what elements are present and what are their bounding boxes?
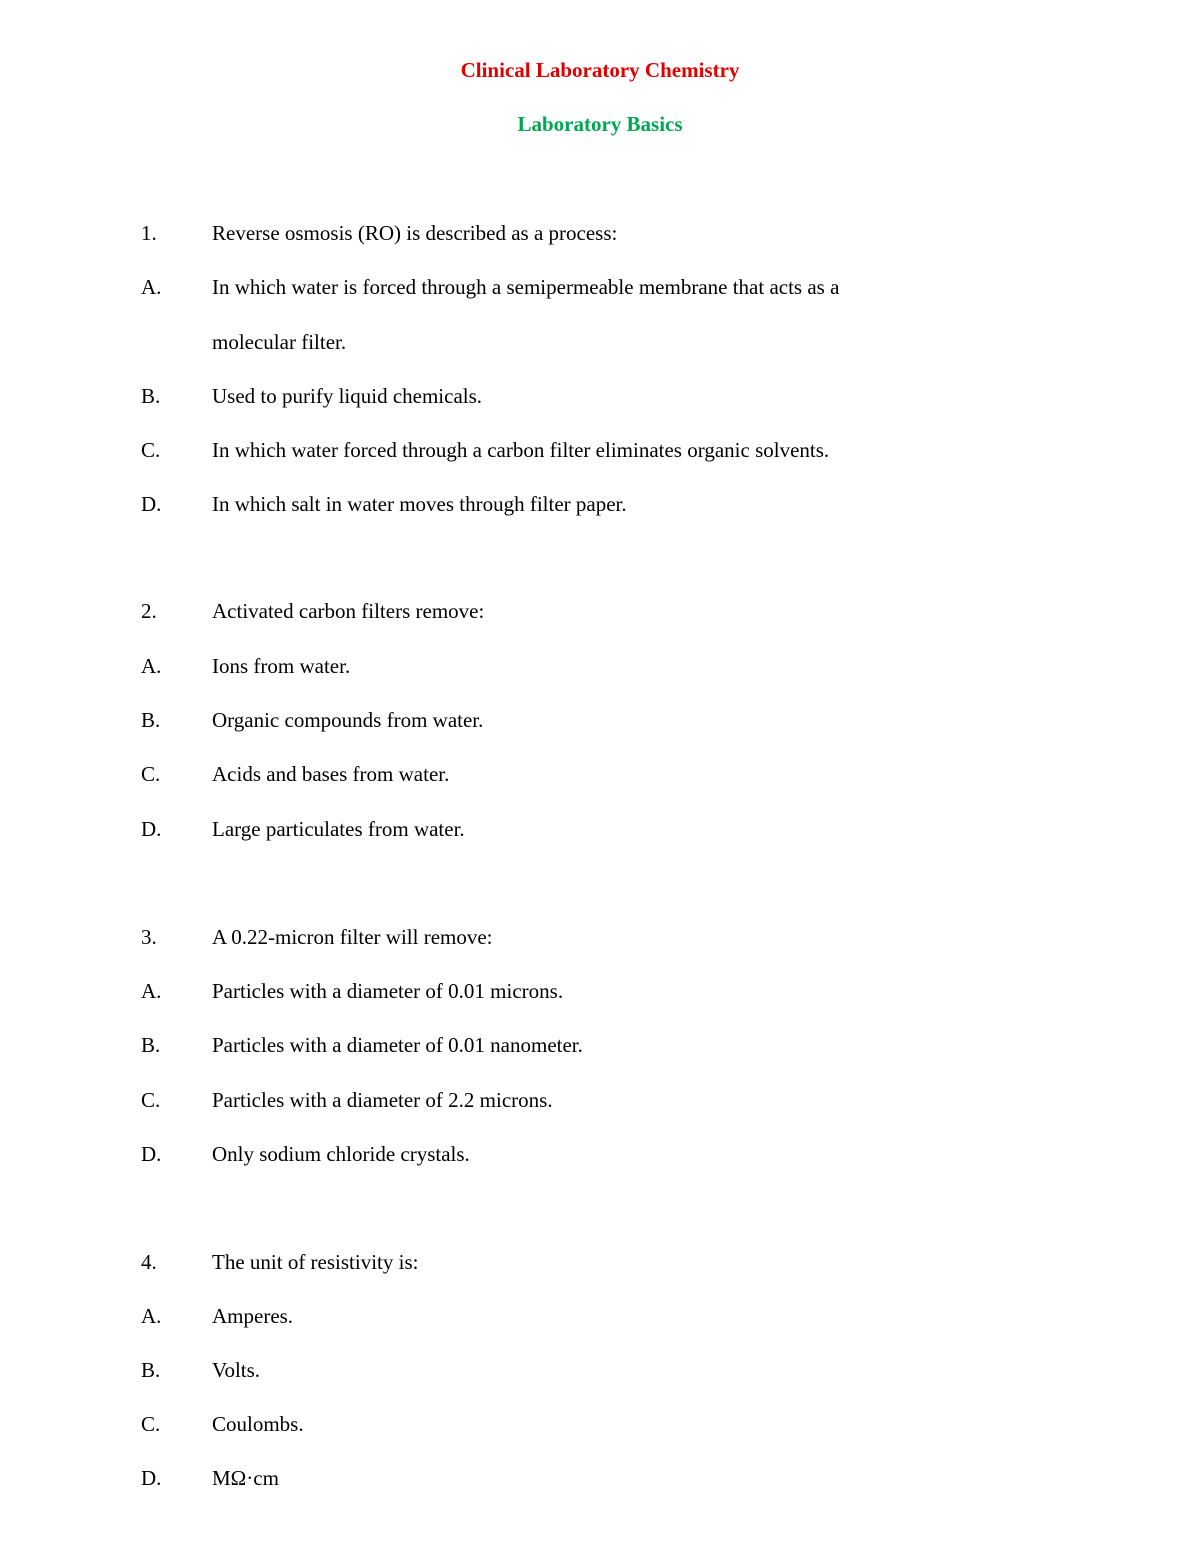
option-label: A.	[141, 1304, 162, 1328]
option-label: D.	[141, 1142, 162, 1166]
option-text: In which water is forced through a semipermeable membrane that acts as a	[212, 275, 840, 299]
question-3-option-b	[0, 1030, 1200, 1060]
question-number: 3.	[141, 925, 157, 949]
option-text: Coulombs.	[212, 1412, 304, 1436]
option-label: D.	[141, 817, 162, 841]
option-label: A.	[141, 979, 162, 1003]
question-4-option-b	[0, 1355, 1200, 1385]
question-4-option-d	[0, 1463, 1200, 1493]
question-stem: The unit of resistivity is:	[212, 1250, 419, 1274]
question-2-option-b	[0, 705, 1200, 735]
question-3	[0, 922, 1200, 952]
question-number: 1.	[141, 221, 157, 245]
question-4	[0, 1247, 1200, 1277]
question-1-option-b	[0, 381, 1200, 411]
option-label: B.	[141, 1033, 161, 1057]
question-stem: Reverse osmosis (RO) is described as a process:	[212, 221, 618, 245]
question-1-option-a-continuation	[0, 327, 1200, 357]
question-2-option-c	[0, 759, 1200, 789]
option-text: MΩ·cm	[212, 1466, 279, 1490]
option-text: Volts.	[212, 1358, 261, 1382]
question-stem: A 0.22-micron filter will remove:	[212, 925, 493, 949]
option-label: A.	[141, 654, 162, 678]
question-2-option-a	[0, 651, 1200, 681]
question-4-option-a	[0, 1301, 1200, 1331]
option-label: C.	[141, 438, 161, 462]
option-text: In which water forced through a carbon filter eliminates organic solvents.	[212, 438, 830, 462]
question-1-option-a	[0, 272, 1200, 302]
option-text: Acids and bases from water.	[212, 762, 450, 786]
option-text-continuation: molecular filter.	[212, 330, 347, 354]
question-3-option-c	[0, 1085, 1200, 1115]
question-3-option-a	[0, 976, 1200, 1006]
option-label: C.	[141, 1412, 161, 1436]
option-label: B.	[141, 708, 161, 732]
question-2	[0, 596, 1200, 626]
question-number: 2.	[141, 599, 157, 623]
option-text: Particles with a diameter of 0.01 microns.	[212, 979, 564, 1003]
question-number: 4.	[141, 1250, 157, 1274]
option-text: Organic compounds from water.	[212, 708, 484, 732]
option-label: C.	[141, 1088, 161, 1112]
question-3-option-d	[0, 1139, 1200, 1169]
document-subtitle: Laboratory Basics	[517, 112, 683, 136]
option-label: B.	[141, 384, 161, 408]
option-text: Ions from water.	[212, 654, 351, 678]
question-1	[0, 218, 1200, 248]
option-label: D.	[141, 1466, 162, 1490]
option-label: B.	[141, 1358, 161, 1382]
question-4-option-c	[0, 1409, 1200, 1439]
option-text: Amperes.	[212, 1304, 294, 1328]
question-2-option-d	[0, 814, 1200, 844]
question-1-option-c	[0, 435, 1200, 465]
option-text: Used to purify liquid chemicals.	[212, 384, 483, 408]
option-text: Particles with a diameter of 0.01 nanometer.	[212, 1033, 583, 1057]
option-text: In which salt in water moves through filter paper.	[212, 492, 627, 516]
option-text: Particles with a diameter of 2.2 microns.	[212, 1088, 553, 1112]
option-text: Large particulates from water.	[212, 817, 465, 841]
option-text: Only sodium chloride crystals.	[212, 1142, 470, 1166]
option-label: A.	[141, 275, 162, 299]
option-label: C.	[141, 762, 161, 786]
question-1-option-d	[0, 489, 1200, 519]
option-label: D.	[141, 492, 162, 516]
document-title: Clinical Laboratory Chemistry	[460, 58, 740, 82]
question-stem: Activated carbon filters remove:	[212, 599, 485, 623]
